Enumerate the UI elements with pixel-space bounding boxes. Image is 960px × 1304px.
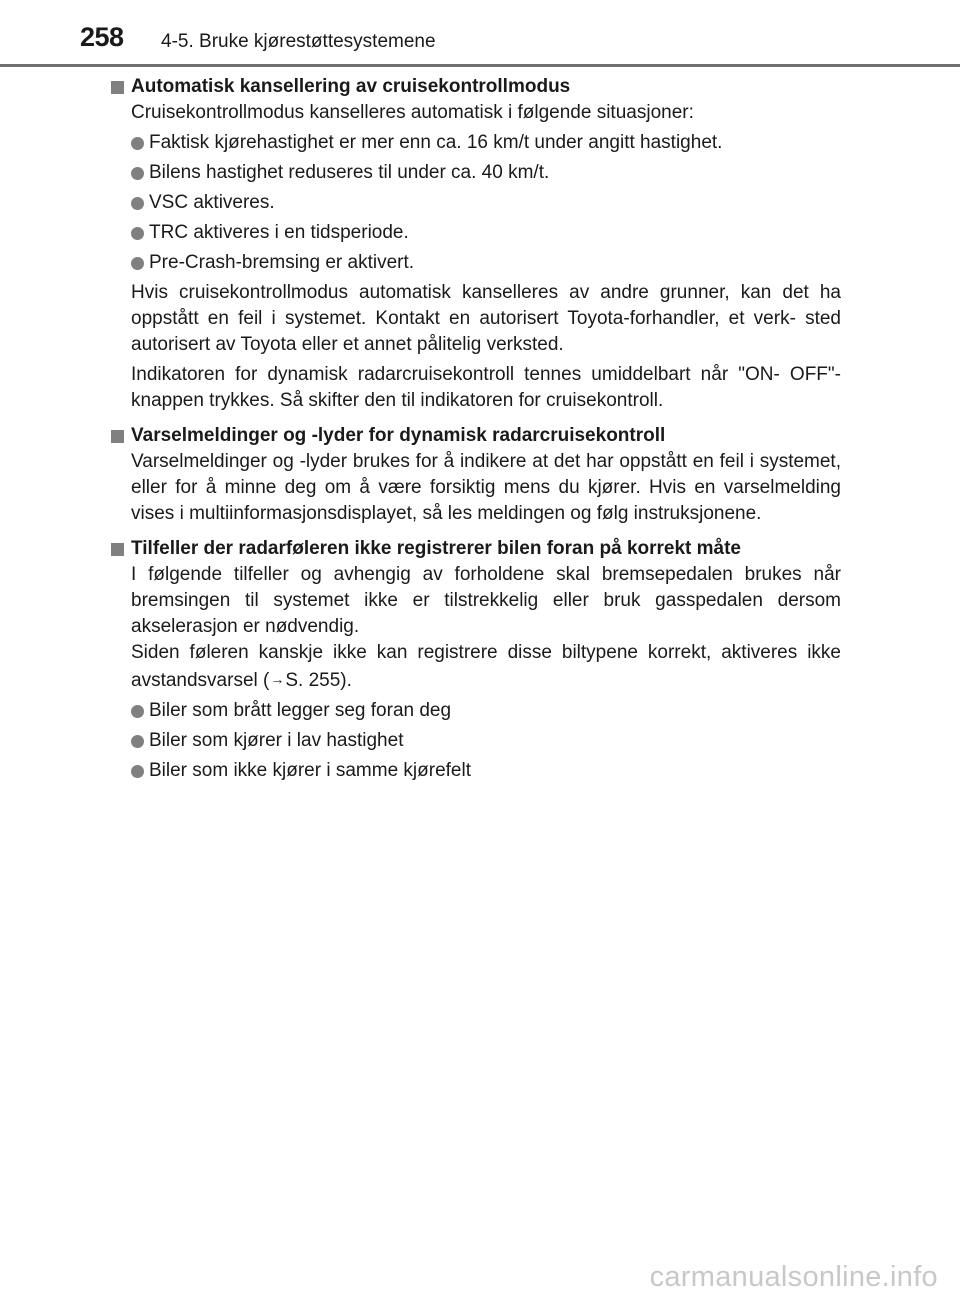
circle-bullet-icon bbox=[131, 197, 144, 210]
list-item bbox=[149, 220, 841, 246]
square-bullet-icon bbox=[111, 543, 124, 556]
watermark: carmanualsonline.info bbox=[649, 1261, 938, 1293]
list-item-text: TRC aktiveres i en tidsperiode. bbox=[149, 222, 409, 243]
body-paragraph: Varselmeldinger og -lyder brukes for å indikere at det har oppstått en feil i systemet, eller for å minne deg om å være forsiktig mens du kjører. Hvis en varselmelding vises i multiinformasjonsdisplayet, så les meldingen og følg instruksjonene. bbox=[131, 451, 841, 524]
page-content bbox=[0, 74, 960, 784]
list-item bbox=[149, 698, 841, 724]
list-item-text: Biler som ikke kjører i samme kjørefelt bbox=[149, 760, 471, 781]
body-paragraph: I følgende tilfeller og avhengig av forholdene skal bremsepedalen brukes når bremsingen til systemet ikke er tilstrekkelig eller bruk gasspedalen dersom akselerasjon er nødvendig. bbox=[131, 564, 841, 637]
circle-bullet-icon bbox=[131, 765, 144, 778]
list-item-text: Pre-Crash-bremsing er aktivert. bbox=[149, 252, 415, 273]
page-number: 258 bbox=[80, 22, 124, 52]
circle-bullet-icon bbox=[131, 257, 144, 270]
page-reference-link[interactable]: S. 255). bbox=[285, 670, 352, 691]
list-item-text: Bilens hastighet reduseres til under ca. 40 km/t. bbox=[149, 162, 550, 183]
section-heading-text: Tilfeller der radarføleren ikke registrerer bilen foran på korrekt måte bbox=[131, 538, 742, 559]
list-item bbox=[149, 250, 841, 276]
header-divider bbox=[0, 64, 960, 67]
circle-bullet-icon bbox=[131, 705, 144, 718]
list-item-text: Faktisk kjørehastighet er mer enn ca. 16 km/t under angitt hastighet. bbox=[149, 132, 723, 153]
section-heading-text: Varselmeldinger og -lyder for dynamisk radarcruisekontroll bbox=[131, 425, 666, 446]
section-intro: Cruisekontrollmodus kanselleres automatisk i følgende situasjoner: bbox=[131, 102, 694, 123]
square-bullet-icon bbox=[111, 430, 124, 443]
section-heading-text: Automatisk kansellering av cruisekontrollmodus bbox=[131, 76, 571, 97]
list-item-text: VSC aktiveres. bbox=[149, 192, 275, 213]
section-heading bbox=[131, 536, 841, 562]
reference-lead-text: Siden føleren kanskje ikke kan registrere disse biltypene korrekt, aktiveres ikke avstandsvarsel ( bbox=[131, 642, 841, 691]
list-item-text: Biler som kjører i lav hastighet bbox=[149, 730, 404, 751]
section-radar-detection bbox=[0, 536, 960, 784]
list-item bbox=[149, 190, 841, 216]
list-item bbox=[149, 160, 841, 186]
square-bullet-icon bbox=[111, 81, 124, 94]
circle-bullet-icon bbox=[131, 167, 144, 180]
page-header bbox=[0, 0, 960, 60]
body-paragraph-reference bbox=[131, 640, 841, 694]
list-item bbox=[149, 130, 841, 156]
section-heading bbox=[131, 74, 841, 100]
arrow-right-icon: → bbox=[270, 671, 285, 687]
section-warnings bbox=[0, 423, 960, 527]
body-paragraph: Indikatoren for dynamisk radarcruisekontroll tennes umiddelbart når "ON- OFF"-knappen trykkes. Så skifter den til indikatoren for cruisekontroll. bbox=[131, 364, 841, 411]
section-auto-cancel bbox=[0, 74, 960, 414]
chapter-title: 4-5. Bruke kjørestøttesystemene bbox=[161, 31, 436, 52]
section-heading bbox=[131, 423, 841, 449]
body-paragraph: Hvis cruisekontrollmodus automatisk kanselleres av andre grunner, kan det ha oppstått en feil i systemet. Kontakt en autorisert Toyota-forhandler, et verk- sted autorisert av Toyota eller et annet pålitelig verksted. bbox=[131, 282, 841, 355]
list-item bbox=[149, 758, 841, 784]
list-item bbox=[149, 728, 841, 754]
circle-bullet-icon bbox=[131, 735, 144, 748]
circle-bullet-icon bbox=[131, 227, 144, 240]
list-item-text: Biler som brått legger seg foran deg bbox=[149, 700, 452, 721]
circle-bullet-icon bbox=[131, 137, 144, 150]
